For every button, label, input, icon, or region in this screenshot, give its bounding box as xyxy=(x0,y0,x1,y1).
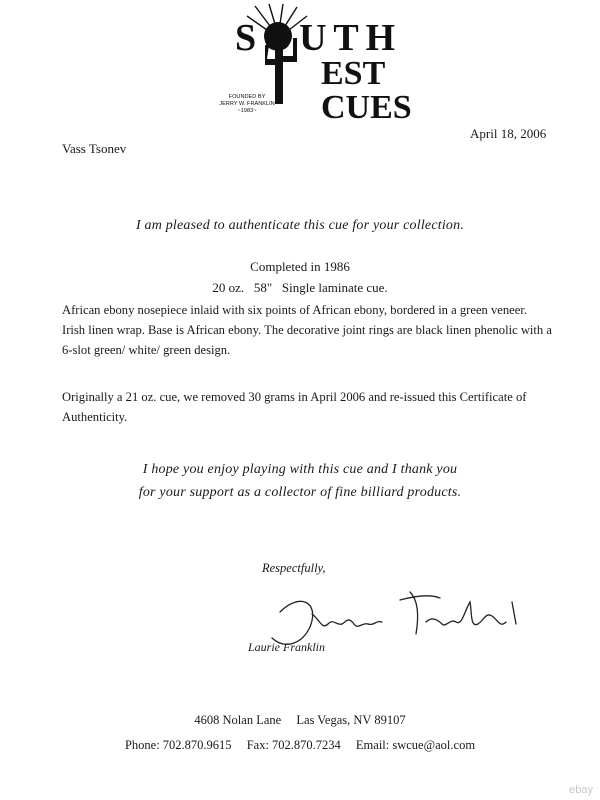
footer-email: Email: swcue@aol.com xyxy=(355,738,476,752)
description-paragraph: African ebony nosepiece inlaid with six points of African ebony, bordered in a green veneer. Irish linen wrap. Base is African ebony. The decorative joint rings are black linen phenolic with a 6-slot green/ white/ green design. xyxy=(62,303,552,357)
spec-type: Single laminate cue. xyxy=(281,280,388,295)
letter-date: April 18, 2006 xyxy=(470,126,547,141)
signoff: Respectfully, xyxy=(262,561,326,575)
logo-word-south: SOUTH xyxy=(235,17,395,59)
footer-address xyxy=(0,713,600,728)
spec-line xyxy=(0,280,600,296)
footer-street: 4608 Nolan Lane xyxy=(194,713,282,727)
logo-founded-line-1: FOUNDED BY xyxy=(228,94,266,100)
closing-line-1: I hope you enjoy playing with this cue and I thank you xyxy=(142,462,458,477)
footer-contact xyxy=(0,738,600,753)
closing-line-2: for your support as a collector of fine billiard products. xyxy=(138,485,462,500)
spec-length: 58" xyxy=(253,280,273,295)
intro-line: I am pleased to authenticate this cue for your collection. xyxy=(135,218,465,233)
logo-founded-line-2: JERRY W. FRANKLIN xyxy=(219,101,275,107)
logo-founded-line-3: ~1983~ xyxy=(237,108,257,114)
spec-weight: 20 oz. xyxy=(212,280,245,295)
history-paragraph: Originally a 21 oz. cue, we removed 30 grams in April 2006 and re-issued this Certificate of Authenticity. xyxy=(62,390,527,424)
footer-city: Las Vegas, NV 89107 xyxy=(296,713,406,727)
logo-word-est: EST xyxy=(321,55,386,92)
footer-phone: Phone: 702.870.9615 xyxy=(124,738,232,752)
completed-line: Completed in 1986 xyxy=(250,259,350,274)
signer-name: Laurie Franklin xyxy=(248,640,325,654)
footer-fax: Fax: 702.870.7234 xyxy=(246,738,341,752)
logo-word-cues: CUES xyxy=(321,89,412,126)
ebay-watermark: ebay xyxy=(569,784,593,796)
southwest-cues-logo xyxy=(219,4,425,126)
recipient-name: Vass Tsonev xyxy=(62,141,127,156)
